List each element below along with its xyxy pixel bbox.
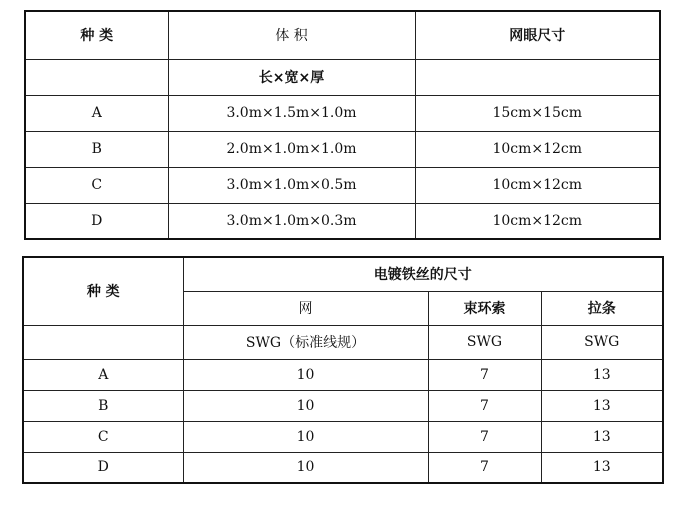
row-ring-rope: 7 — [428, 390, 541, 421]
units-row — [23, 325, 663, 359]
header-volume: 体 积 — [168, 11, 415, 59]
row-ring-rope: 7 — [428, 452, 541, 483]
table-row — [23, 390, 663, 421]
units-ring-rope: SWG — [428, 325, 541, 359]
row-volume: 3.0m×1.0m×0.5m — [168, 167, 415, 203]
row-mesh: 10cm×12cm — [415, 131, 660, 167]
header-kind: 种 类 — [25, 11, 168, 59]
header-kind: 种 类 — [23, 257, 183, 325]
row-volume: 3.0m×1.0m×0.3m — [168, 203, 415, 239]
row-kind: C — [25, 167, 168, 203]
subheader-tie: 拉条 — [541, 291, 663, 325]
row-kind: B — [25, 131, 168, 167]
row-kind: C — [23, 421, 183, 452]
row-tie: 13 — [541, 421, 663, 452]
table-row — [25, 95, 660, 131]
units-tie: SWG — [541, 325, 663, 359]
row-net: 10 — [183, 421, 428, 452]
galvanized-wire-size-table — [22, 256, 664, 484]
row-tie: 13 — [541, 390, 663, 421]
header-row — [23, 257, 663, 291]
row-mesh: 15cm×15cm — [415, 95, 660, 131]
row-kind: A — [25, 95, 168, 131]
row-ring-rope: 7 — [428, 359, 541, 390]
row-net: 10 — [183, 359, 428, 390]
row-net: 10 — [183, 452, 428, 483]
row-kind: A — [23, 359, 183, 390]
subheader-ring-rope: 束环索 — [428, 291, 541, 325]
row-volume: 3.0m×1.5m×1.0m — [168, 95, 415, 131]
row-kind: D — [25, 203, 168, 239]
row-mesh: 10cm×12cm — [415, 167, 660, 203]
row-mesh: 10cm×12cm — [415, 203, 660, 239]
units-net: SWG（标准线规） — [183, 325, 428, 359]
subheader-net: 网 — [183, 291, 428, 325]
header-row — [25, 11, 660, 59]
row-tie: 13 — [541, 452, 663, 483]
table-row — [23, 421, 663, 452]
row-kind: B — [23, 390, 183, 421]
subheader-row — [25, 59, 660, 95]
header-mesh-size: 网眼尺寸 — [415, 11, 660, 59]
subheader-dimensions: 长×宽×厚 — [168, 59, 415, 95]
table-row — [25, 131, 660, 167]
subheader-empty — [415, 59, 660, 95]
units-empty — [23, 325, 183, 359]
row-net: 10 — [183, 390, 428, 421]
table-row — [25, 203, 660, 239]
row-kind: D — [23, 452, 183, 483]
row-volume: 2.0m×1.0m×1.0m — [168, 131, 415, 167]
subheader-empty — [25, 59, 168, 95]
table-row — [25, 167, 660, 203]
table-row — [23, 359, 663, 390]
gabion-volume-table — [24, 10, 661, 240]
row-tie: 13 — [541, 359, 663, 390]
row-ring-rope: 7 — [428, 421, 541, 452]
table-row — [23, 452, 663, 483]
header-wire-size: 电镀铁丝的尺寸 — [183, 257, 663, 291]
